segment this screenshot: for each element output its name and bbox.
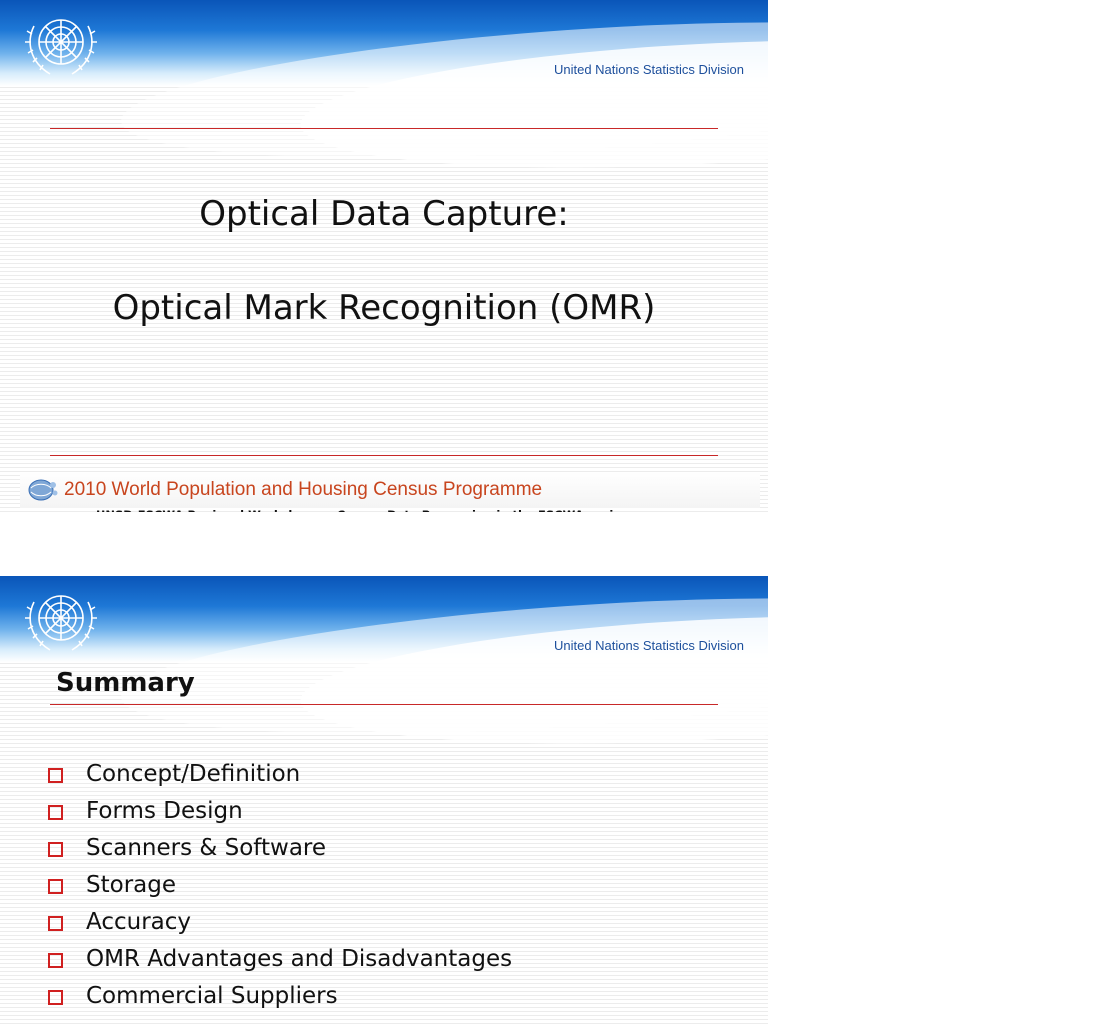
title-slide: [0, 0, 768, 512]
hollow-square-bullet-icon: [48, 805, 63, 820]
slide-header: [0, 576, 768, 662]
slide-header: [0, 0, 768, 86]
divider-line: [50, 128, 718, 129]
list-item-label: Scanners & Software: [86, 835, 327, 861]
summary-title: Summary: [56, 668, 195, 698]
hollow-square-bullet-icon: [48, 990, 63, 1005]
hollow-square-bullet-icon: [48, 842, 63, 857]
slide-separator: [0, 512, 768, 576]
slide-title-line2: Optical Mark Recognition (OMR): [112, 288, 656, 328]
list-item: [48, 906, 512, 943]
list-item: [48, 980, 512, 1017]
hollow-square-bullet-icon: [48, 879, 63, 894]
list-item-label: OMR Advantages and Disadvantages: [86, 946, 513, 972]
hollow-square-bullet-icon: [48, 953, 63, 968]
organization-name: United Nations Statistics Division: [553, 62, 744, 77]
list-item: [48, 943, 512, 980]
list-item-label: Concept/Definition: [86, 761, 301, 787]
list-item: [48, 869, 512, 906]
census-globe-icon: [26, 477, 60, 503]
slide-title-line1: Optical Data Capture:: [199, 194, 569, 234]
divider-line: [50, 455, 718, 456]
summary-slide: [0, 576, 768, 1024]
list-item: [48, 832, 512, 869]
list-item-label: Storage: [86, 872, 176, 898]
hollow-square-bullet-icon: [48, 916, 63, 931]
un-emblem-icon: [20, 584, 102, 656]
banner-title: 2010 World Population and Housing Census Programme: [64, 479, 543, 500]
divider-line: [50, 704, 718, 705]
list-item-label: Accuracy: [86, 909, 192, 935]
summary-list: [48, 758, 512, 1017]
hollow-square-bullet-icon: [48, 768, 63, 783]
list-item-label: Forms Design: [86, 798, 243, 824]
list-item: [48, 758, 512, 795]
list-item-label: Commercial Suppliers: [86, 983, 338, 1009]
list-item: [48, 795, 512, 832]
un-emblem-icon: [20, 8, 102, 80]
organization-name: United Nations Statistics Division: [553, 638, 744, 653]
census-programme-banner: [20, 472, 760, 508]
